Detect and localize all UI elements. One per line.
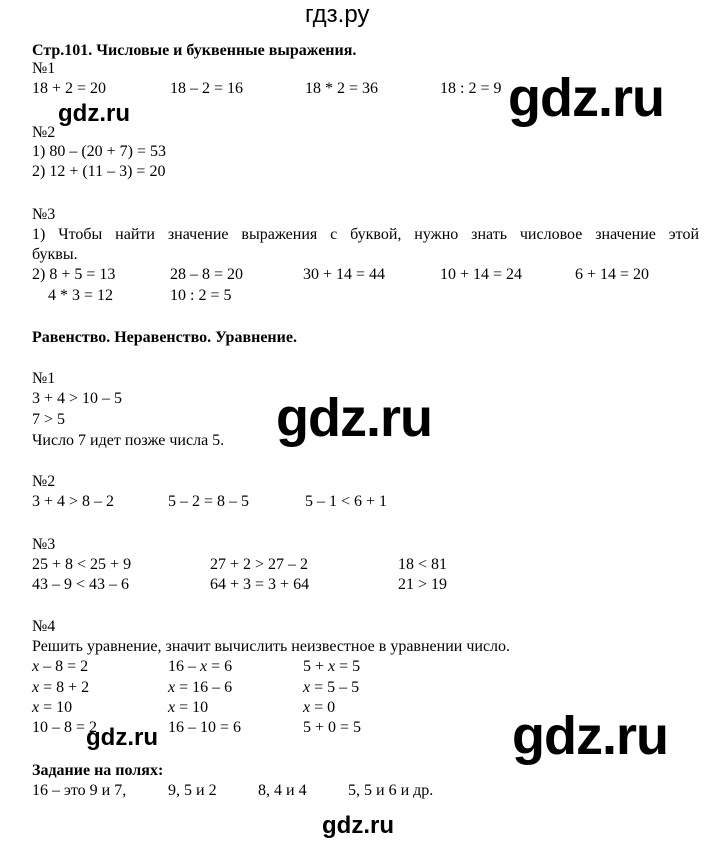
site-header: гдз.ру bbox=[305, 1, 370, 28]
expression: 21 > 19 bbox=[398, 576, 448, 593]
task-label-1: №1 bbox=[32, 60, 56, 77]
expression: 10 + 14 = 24 bbox=[440, 266, 523, 283]
expression: 10 : 2 = 5 bbox=[170, 287, 232, 304]
watermark-logo: gdz.ru bbox=[58, 100, 130, 127]
expression: 30 + 14 = 44 bbox=[303, 266, 386, 283]
expression: 18 – 2 = 16 bbox=[170, 80, 244, 97]
equation-line: 10 – 8 = 2 bbox=[32, 719, 98, 736]
expression: 2) 8 + 5 = 13 bbox=[32, 266, 116, 283]
equation-line: 16 – 10 = 6 bbox=[168, 719, 242, 736]
expression: 27 + 2 > 27 – 2 bbox=[210, 556, 309, 573]
equation-line: x = 0 bbox=[303, 699, 336, 716]
expression: 7 > 5 bbox=[32, 411, 66, 428]
section-title-expressions: Стр.101. Числовые и буквенные выражения. bbox=[32, 42, 357, 59]
equation-line: 5 + 0 = 5 bbox=[303, 719, 362, 736]
explanation-text: 1) Чтобы найти значение выражения с буквой, нужно знать числовое значение этой bbox=[32, 226, 699, 243]
margin-answer: 9, 5 и 2 bbox=[168, 782, 217, 799]
task-label-1: №1 bbox=[32, 370, 56, 387]
variable-x: x bbox=[303, 679, 311, 696]
watermark-logo: gdz.ru bbox=[508, 68, 664, 128]
variable-x: x bbox=[32, 679, 40, 696]
expression: 28 – 8 = 20 bbox=[170, 266, 244, 283]
variable-x: x bbox=[303, 699, 311, 716]
expression: 6 + 14 = 20 bbox=[575, 266, 650, 283]
watermark-logo: gdz.ru bbox=[276, 388, 432, 448]
task-label-3: №3 bbox=[32, 206, 56, 223]
watermark-logo: gdz.ru bbox=[512, 706, 668, 766]
variable-x: x bbox=[168, 679, 176, 696]
task-label-4: №4 bbox=[32, 618, 56, 635]
expression: 64 + 3 = 3 + 64 bbox=[210, 576, 310, 593]
task-label-3: №3 bbox=[32, 536, 56, 553]
margin-task-title: Задание на полях: bbox=[32, 762, 164, 779]
watermark-logo: gdz.ru bbox=[86, 724, 158, 751]
equation-line: x – 8 = 2 bbox=[32, 658, 89, 675]
variable-x: x bbox=[328, 658, 336, 675]
equation-line: 5 + x = 5 bbox=[303, 658, 361, 675]
expression: 18 : 2 = 9 bbox=[440, 80, 502, 97]
equation-line: x = 10 bbox=[32, 699, 73, 716]
expression: 1) 80 – (20 + 7) = 53 bbox=[32, 143, 167, 160]
expression: 18 < 81 bbox=[398, 556, 448, 573]
watermark-logo: gdz.ru bbox=[322, 812, 394, 839]
equation-line: x = 16 – 6 bbox=[168, 679, 233, 696]
explanation-text: Решить уравнение, значит вычислить неизвестное в уравнении число. bbox=[32, 638, 511, 655]
margin-answer: 8, 4 и 4 bbox=[258, 782, 307, 799]
expression: 18 + 2 = 20 bbox=[32, 80, 107, 97]
expression: 3 + 4 > 8 – 2 bbox=[32, 493, 115, 510]
task-label-2: №2 bbox=[32, 473, 56, 490]
expression: 43 – 9 < 43 – 6 bbox=[32, 576, 130, 593]
expression: 25 + 8 < 25 + 9 bbox=[32, 556, 132, 573]
explanation-text: Число 7 идет позже числа 5. bbox=[32, 432, 225, 449]
variable-x: x bbox=[168, 699, 176, 716]
explanation-text: буквы. bbox=[32, 246, 78, 263]
expression: 2) 12 + (11 – 3) = 20 bbox=[32, 163, 166, 180]
equation-line: x = 8 + 2 bbox=[32, 679, 90, 696]
task-label-2: №2 bbox=[32, 124, 56, 141]
variable-x: x bbox=[32, 699, 40, 716]
equation-line: x = 5 – 5 bbox=[303, 679, 360, 696]
expression: 5 – 1 < 6 + 1 bbox=[305, 493, 388, 510]
margin-answer: 16 – это 9 и 7, bbox=[32, 782, 127, 799]
equation-line: 16 – x = 6 bbox=[168, 658, 233, 675]
margin-answer: 5, 5 и 6 и др. bbox=[348, 782, 434, 799]
expression: 18 * 2 = 36 bbox=[305, 80, 379, 97]
expression: 4 * 3 = 12 bbox=[48, 287, 114, 304]
variable-x: x bbox=[32, 658, 40, 675]
expression: 3 + 4 > 10 – 5 bbox=[32, 390, 123, 407]
variable-x: x bbox=[200, 658, 208, 675]
equation-line: x = 10 bbox=[168, 699, 209, 716]
expression: 5 – 2 = 8 – 5 bbox=[168, 493, 250, 510]
section-title-equations: Равенство. Неравенство. Уравнение. bbox=[32, 329, 297, 346]
